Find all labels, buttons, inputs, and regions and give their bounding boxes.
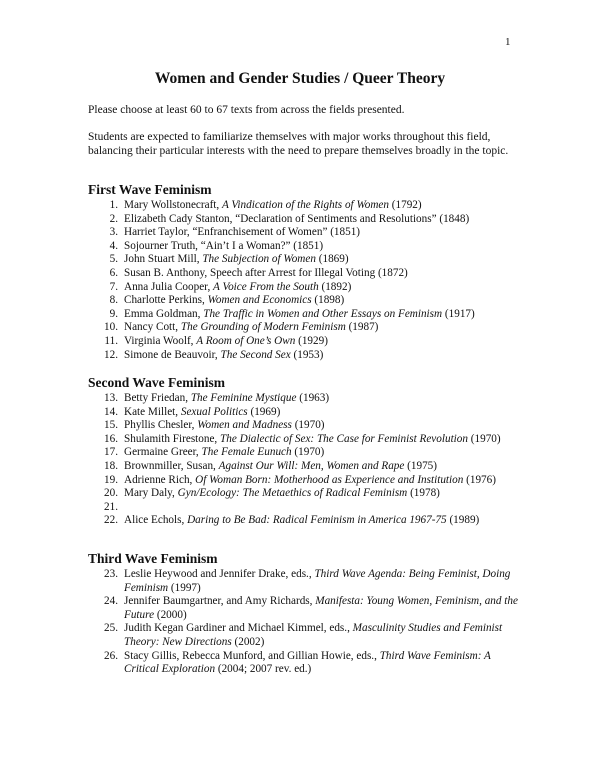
item-text [124, 308, 528, 322]
list-item [88, 308, 528, 322]
item-number: 7. [109, 280, 118, 293]
item-text [124, 595, 528, 622]
item-year: (2000) [154, 608, 187, 621]
item-year: (1792) [388, 199, 422, 211]
item-author: Adrienne Rich, [124, 473, 196, 486]
item-number: 20. [104, 487, 118, 500]
item-number: 21. [104, 500, 118, 513]
list-item [88, 595, 528, 622]
item-author: Susan B. Anthony, Speech after Arrest for Illegal Voting (1872) [124, 266, 408, 279]
list-item [88, 335, 528, 349]
item-title: A Room of One’s Own [196, 334, 296, 347]
list-item [88, 419, 528, 433]
item-author: Germaine Greer, [124, 446, 202, 459]
list-item [88, 650, 528, 677]
item-text [124, 433, 528, 447]
item-author: Emma Goldman, [124, 307, 204, 320]
item-author: Charlotte Perkins, [124, 294, 208, 307]
item-text [124, 650, 528, 677]
item-title: Against Our Will: Men, Women and Rape [218, 459, 405, 472]
item-author: Kate Millet, [124, 405, 181, 418]
list-item [88, 501, 528, 515]
list-item [88, 213, 528, 227]
item-text [124, 392, 528, 406]
item-year: (1869) [315, 253, 349, 266]
item-author: Virginia Woolf, [124, 334, 197, 347]
item-number: 5. [109, 253, 118, 266]
list-item [88, 514, 528, 528]
item-number: 12. [104, 348, 118, 361]
page-title: Women and Gender Studies / Queer Theory [154, 70, 446, 87]
item-text [124, 568, 528, 595]
list-item [88, 622, 528, 649]
intro-paragraph: Please choose at least 60 to 67 texts from across the fields presented. [88, 104, 405, 116]
item-number: 23. [104, 568, 118, 580]
list-item [88, 253, 528, 267]
item-text [124, 213, 528, 227]
item-author: Stacy Gillis, Rebecca Munford, and Gillian Howie, eds., [124, 649, 380, 662]
item-year: (1978) [407, 487, 440, 500]
item-year: (1892) [318, 280, 352, 293]
item-title: The Grounding of Modern Feminism [180, 321, 346, 334]
item-number: 13. [104, 392, 118, 404]
list-item [88, 487, 528, 501]
list-item [88, 392, 528, 406]
item-number: 2. [109, 212, 118, 225]
intro-paragraph: Students are expected to familiarize themselves with major works throughout this field, balancing their particular interests with the need to prepare themselves broadly in the topic. [88, 131, 509, 157]
item-number: 11. [104, 334, 118, 347]
item-year: (2004; 2007 rev. ed.) [215, 663, 312, 676]
item-title: Sexual Politics [180, 405, 248, 418]
item-number: 26. [104, 649, 118, 662]
item-title: Third Wave Feminism: A Critical Exploration [124, 649, 491, 676]
item-year: (1970) [291, 419, 325, 432]
item-author: Harriet Taylor, “Enfranchisement of Women” (1851) [124, 226, 361, 239]
item-author: Alice Echols, [124, 514, 188, 527]
item-author: Jennifer Baumgartner, and Amy Richards, [124, 595, 316, 608]
item-year: (1953) [290, 348, 324, 361]
item-year: (1976) [463, 473, 496, 486]
item-year: (1963) [296, 392, 330, 404]
reading-list [88, 392, 528, 528]
item-author: Nancy Cott, [124, 321, 181, 334]
item-text [124, 321, 528, 335]
item-number: 22. [104, 514, 118, 527]
item-year: (1987) [345, 321, 379, 334]
item-year: (2002) [231, 635, 265, 648]
item-text [124, 294, 528, 308]
item-number: 9. [109, 307, 118, 320]
item-year: (1969) [247, 405, 281, 418]
item-number: 10. [104, 321, 118, 334]
item-text [124, 514, 528, 528]
item-year: (1929) [295, 334, 328, 347]
item-text [124, 406, 528, 420]
item-title: The Second Sex [220, 348, 291, 361]
item-title: Women and Madness [197, 419, 292, 432]
item-number: 3. [109, 226, 118, 239]
item-title: Daring to Be Bad: Radical Feminism in America 1967-75 [187, 514, 447, 527]
item-text [124, 267, 528, 281]
list-item [88, 294, 528, 308]
reading-list [88, 568, 528, 677]
item-text [124, 199, 528, 213]
item-author: Shulamith Firestone, [124, 432, 221, 445]
item-text [124, 622, 528, 649]
item-number: 8. [109, 294, 118, 307]
item-author: Leslie Heywood and Jennifer Drake, eds., [124, 568, 315, 580]
page-number: 1 [505, 36, 511, 48]
list-item [88, 281, 528, 295]
item-number: 14. [104, 405, 118, 418]
item-title: The Traffic in Women and Other Essays on Feminism [203, 307, 443, 320]
item-title: Third Wave Agenda: Being Feminist, Doing Feminism [124, 568, 511, 594]
item-text [124, 281, 528, 295]
item-year: (1989) [446, 514, 480, 527]
item-title: Of Woman Born: Motherhood as Experience and Institution [195, 473, 464, 486]
list-item [88, 321, 528, 335]
item-title: The Feminine Mystique [190, 392, 297, 404]
item-text [124, 419, 528, 433]
item-author: Sojourner Truth, “Ain’t I a Woman?” (1851) [124, 239, 324, 252]
list-item [88, 446, 528, 460]
item-text [124, 335, 528, 349]
item-text [124, 446, 528, 460]
item-author: Phyllis Chesler, [124, 419, 198, 432]
list-item [88, 433, 528, 447]
item-title: Women and Economics [207, 294, 312, 307]
item-title: The Dialectic of Sex: The Case for Feminist Revolution [220, 432, 468, 445]
list-item [88, 474, 528, 488]
item-number: 4. [109, 239, 118, 252]
list-item [88, 406, 528, 420]
item-year: (1970) [291, 446, 325, 459]
list-item [88, 568, 528, 595]
list-item [88, 267, 528, 281]
list-item [88, 460, 528, 474]
item-author: Mary Wollstonecraft, [124, 199, 222, 211]
item-author: Betty Friedan, [124, 392, 191, 404]
item-number: 24. [104, 595, 118, 608]
item-year: (1997) [168, 581, 201, 594]
item-title: Gyn/Ecology: The Metaethics of Radical Feminism [177, 487, 408, 500]
list-item [88, 226, 528, 240]
item-author: Judith Kegan Gardiner and Michael Kimmel, eds., [124, 622, 353, 635]
item-year: (1898) [311, 294, 345, 307]
list-item [88, 349, 528, 363]
item-text [124, 349, 528, 363]
item-number: 1. [109, 199, 118, 211]
item-text [124, 474, 528, 488]
item-author: Brownmiller, Susan, [124, 459, 219, 472]
item-year: (1917) [442, 307, 475, 320]
item-text [124, 460, 528, 474]
item-author: Anna Julia Cooper, [124, 280, 214, 293]
reading-list [88, 199, 528, 362]
item-author: Simone de Beauvoir, [124, 348, 221, 361]
item-number: 19. [104, 473, 118, 486]
item-title: A Voice From the South [213, 280, 319, 293]
section-heading: Third Wave Feminism [88, 551, 218, 566]
item-text [124, 487, 528, 501]
item-author: Mary Daly, [124, 487, 178, 500]
item-title: Manifesta: Young Women, Feminism, and the Future [124, 595, 518, 621]
item-number: 15. [104, 419, 118, 432]
item-author: John Stuart Mill, [124, 253, 203, 266]
item-text [124, 226, 528, 240]
item-year: (1975) [404, 459, 437, 472]
section-heading: First Wave Feminism [88, 182, 212, 197]
item-author: Elizabeth Cady Stanton, “Declaration of Sentiments and Resolutions” (1848) [124, 212, 470, 225]
item-title: Masculinity Studies and Feminist Theory: New Directions [124, 622, 503, 648]
item-title: The Female Eunuch [201, 446, 292, 459]
item-number: 16. [104, 432, 118, 445]
list-item [88, 240, 528, 254]
item-number: 18. [104, 459, 118, 472]
item-text [124, 253, 528, 267]
item-number: 25. [104, 622, 118, 635]
item-title: The Subjection of Women [202, 253, 316, 266]
item-number: 17. [104, 446, 118, 459]
item-title: A Vindication of the Rights of Women [222, 199, 389, 211]
item-text [124, 240, 528, 254]
section-heading: Second Wave Feminism [88, 375, 226, 390]
item-text [124, 501, 528, 515]
item-year: (1970) [467, 432, 501, 445]
item-number: 6. [109, 266, 118, 279]
list-item [88, 199, 528, 213]
